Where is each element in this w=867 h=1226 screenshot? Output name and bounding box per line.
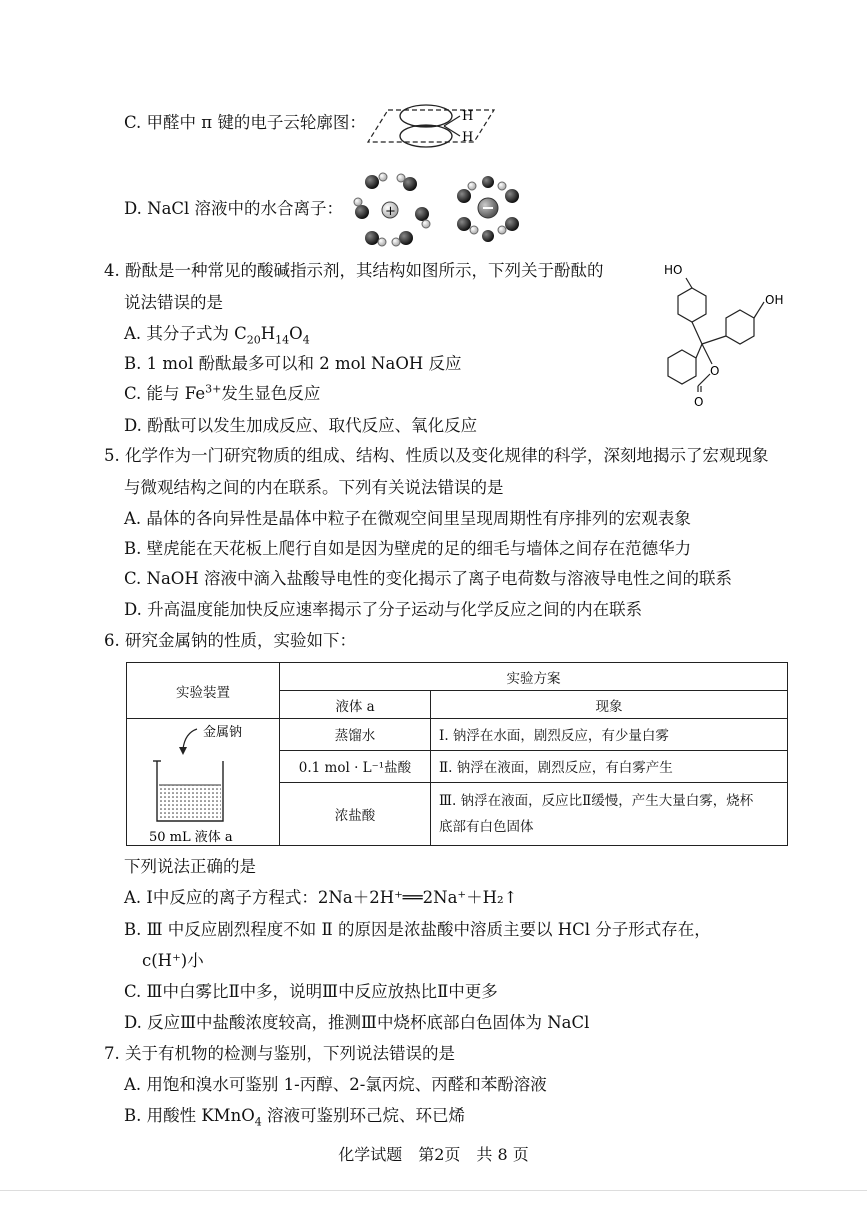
hydrated-ions-figure [352, 168, 532, 250]
q4-stem-line1: 4. 酚酞是一种常见的酸碱指示剂，其结构如图所示，下列关于酚酞的 [104, 261, 604, 280]
q7-stem: 7. 关于有机物的检测与鉴别，下列说法错误的是 [104, 1044, 455, 1063]
q5-stem-line2: 与微观结构之间的内在联系。下列有关说法错误的是 [124, 478, 504, 497]
q3-option-c: C. 甲醛中 π 键的电子云轮廓图： [124, 113, 366, 132]
liquid-cell: 蒸馏水 [280, 719, 431, 751]
h-label: H [462, 130, 474, 145]
formaldehyde-pi-orbital-figure [366, 96, 496, 156]
ring-oxygen-label: O [710, 364, 720, 378]
q7-option-a: A. 用饱和溴水可鉴别 1-丙醇、2-氯丙烷、丙醛和苯酚溶液 [124, 1075, 547, 1094]
phenomenon-cell: Ⅱ. 钠浮在液面，剧烈反应，有白雾产生 [431, 750, 788, 782]
header-phenomenon: 现象 [431, 691, 788, 719]
h-label: H [462, 109, 474, 124]
q6-lead: 下列说法正确的是 [124, 857, 256, 876]
q6-option-d: D. 反应Ⅲ中盐酸浓度较高，推测Ⅲ中烧杯底部白色固体为 NaCl [124, 1013, 590, 1032]
table-row [127, 719, 788, 751]
sodium-ion-cluster [354, 173, 430, 246]
q3-option-d: D. NaCl 溶液中的水合离子： [124, 199, 344, 218]
q6-option-a: A. Ⅰ中反应的离子方程式：2Na＋2H⁺══2Na⁺＋H₂↑ [124, 888, 518, 907]
page-footer: 化学试题 第2页 共 8 页 [338, 1145, 529, 1164]
q5-option-a: A. 晶体的各向异性是晶体中粒子在微观空间里呈现周期性有序排列的宏观表象 [124, 509, 691, 528]
q5-option-c: C. NaOH 溶液中滴入盐酸导电性的变化揭示了离子电荷数与溶液导电性之间的联系 [124, 569, 732, 588]
svg-text:+: + [385, 204, 396, 219]
divider [0, 1190, 867, 1191]
sodium-label: 金属钠 [203, 725, 243, 740]
phenomenon-cell: Ⅲ. 钠浮在液面，反应比Ⅱ缓慢，产生大量白雾，烧杯 底部有白色固体 [431, 782, 788, 846]
phenomenon-cell: Ⅰ. 钠浮在水面，剧烈反应，有少量白雾 [431, 719, 788, 751]
q4-option-a: A. 其分子式为 $C_{20}H_{14}O_4$ [124, 324, 310, 347]
header-plan: 实验方案 [280, 663, 788, 691]
q4-option-b: B. 1 mol 酚酞最多可以和 2 mol NaOH 反应 [124, 354, 462, 373]
chloride-ion-cluster [457, 176, 519, 242]
header-liquid: 液体 a [280, 691, 431, 719]
apparatus-cell [127, 719, 280, 846]
header-device: 实验装置 [127, 663, 280, 719]
experiment-table [126, 662, 788, 846]
q5-option-d: D. 升高温度能加快反应速率揭示了分子运动与化学反应之间的内在联系 [124, 600, 643, 619]
q5-stem-line1: 5. 化学作为一门研究物质的组成、结构、性质以及变化规律的科学，深刻地揭示了宏观现象 [104, 446, 769, 465]
q6-option-b-line2: c(H⁺)小 [142, 951, 204, 970]
liquid-cell: 浓盐酸 [280, 782, 431, 846]
q6-stem: 6. 研究金属钠的性质，实验如下： [104, 631, 356, 650]
carbonyl-oxygen-label: O [694, 395, 704, 409]
ho-label: HO [664, 263, 683, 277]
q4-stem-line2: 说法错误的是 [124, 293, 223, 312]
oh-label: OH [765, 293, 784, 307]
q7-option-b: B. 用酸性 KMnO$_4$ 溶液可鉴别环己烷、环已烯 [124, 1106, 465, 1129]
q6-option-c: C. Ⅲ中白雾比Ⅱ中多，说明Ⅲ中反应放热比Ⅱ中更多 [124, 982, 498, 1001]
q5-option-b: B. 壁虎能在天花板上爬行自如是因为壁虎的足的细毛与墙体之间存在范德华力 [124, 539, 692, 558]
q4-option-d: D. 酚酞可以发生加成反应、取代反应、氧化反应 [124, 416, 478, 435]
q4-option-c: C. 能与 $Fe^{3+}$发生显色反应 [124, 382, 321, 403]
beaker-figure [127, 719, 277, 845]
phenolphthalein-structure [640, 258, 810, 418]
liquid-volume-label: 50 mL 液体 a [149, 830, 233, 845]
liquid-cell: 0.1 mol · L⁻¹盐酸 [280, 750, 431, 782]
q6-option-b-line1: B. Ⅲ 中反应剧烈程度不如 Ⅱ 的原因是浓盐酸中溶质主要以 HCl 分子形式存在， [124, 920, 711, 939]
